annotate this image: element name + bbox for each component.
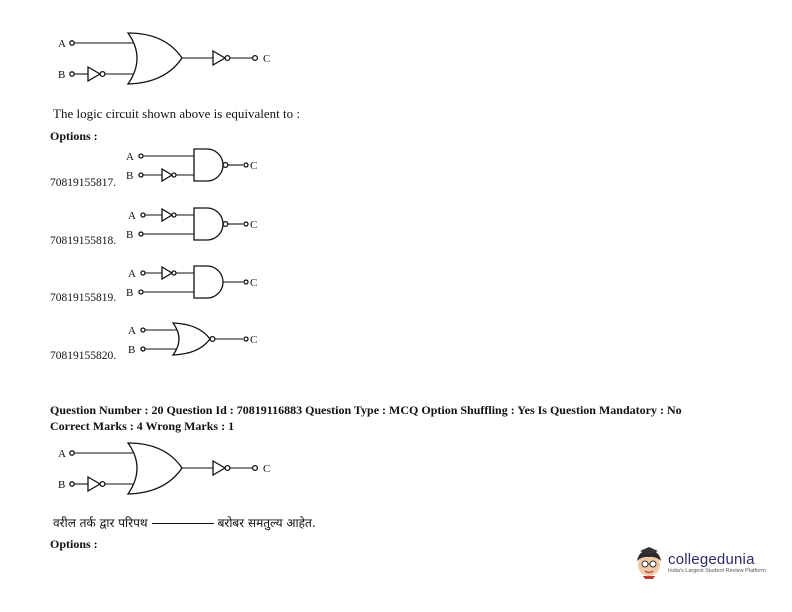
option-1-circuit[interactable] <box>118 146 268 188</box>
svg-text:B: B <box>126 170 134 182</box>
nand-gate-icon <box>194 208 223 240</box>
svg-text:B: B <box>58 479 66 491</box>
output-c-label: C <box>263 53 271 65</box>
option-id: 70819155820. <box>50 350 117 362</box>
and-gate-icon <box>194 149 223 181</box>
option-id: 70819155818. <box>50 235 117 247</box>
or-gate-icon <box>128 443 182 494</box>
q1-circuit <box>50 28 290 92</box>
or-gate-icon <box>128 33 182 84</box>
question-meta: Question Number : 20 Question Id : 70819116883 Question Type : MCQ Option Shuffling : Yes Is Question Mandatory : No <box>50 403 682 417</box>
options-label: Options : <box>50 129 98 143</box>
input-b-label: B <box>58 69 66 81</box>
nor-gate-icon <box>173 323 210 355</box>
svg-text:A: A <box>128 268 136 280</box>
option-id: 70819155817. <box>50 177 117 189</box>
svg-text:B: B <box>126 287 134 299</box>
not-gate-icon <box>213 51 225 65</box>
logo-name: collegedunia <box>668 550 755 568</box>
svg-text:C: C <box>250 219 258 231</box>
collegedunia-logo <box>634 545 766 579</box>
and-gate-icon <box>194 266 223 298</box>
mascot-icon <box>634 545 664 579</box>
svg-text:C: C <box>250 334 258 346</box>
input-a-label: A <box>58 38 66 50</box>
svg-text:A: A <box>128 210 136 222</box>
option-4-circuit[interactable] <box>118 320 268 362</box>
svg-text:A: A <box>128 325 136 337</box>
svg-text:C: C <box>250 160 258 172</box>
question-statement-marathi: वरील तर्क द्वार परिपथ बरोबर समतुल्य आहेत. <box>53 516 316 530</box>
logo-tagline: India's Largest Student Review Platform <box>668 567 766 574</box>
svg-text:B: B <box>126 229 134 241</box>
not-gate-icon <box>162 267 172 279</box>
not-gate-icon <box>88 477 100 491</box>
q2-circuit <box>50 440 290 504</box>
options-label: Options : <box>50 537 98 551</box>
marks-info: Correct Marks : 4 Wrong Marks : 1 <box>50 419 235 433</box>
option-3-circuit[interactable] <box>118 263 268 305</box>
svg-text:C: C <box>250 277 258 289</box>
svg-text:B: B <box>128 344 136 356</box>
answer-blank <box>152 523 214 524</box>
option-id: 70819155819. <box>50 292 117 304</box>
option-2-circuit[interactable] <box>118 205 268 247</box>
svg-text:A: A <box>58 448 66 460</box>
question-statement: The logic circuit shown above is equivalent to : <box>53 106 300 121</box>
svg-text:C: C <box>263 463 271 475</box>
svg-text:A: A <box>126 151 134 163</box>
not-gate-icon <box>213 461 225 475</box>
not-gate-icon <box>88 67 100 81</box>
not-gate-icon <box>162 209 172 221</box>
not-gate-icon <box>162 169 172 181</box>
